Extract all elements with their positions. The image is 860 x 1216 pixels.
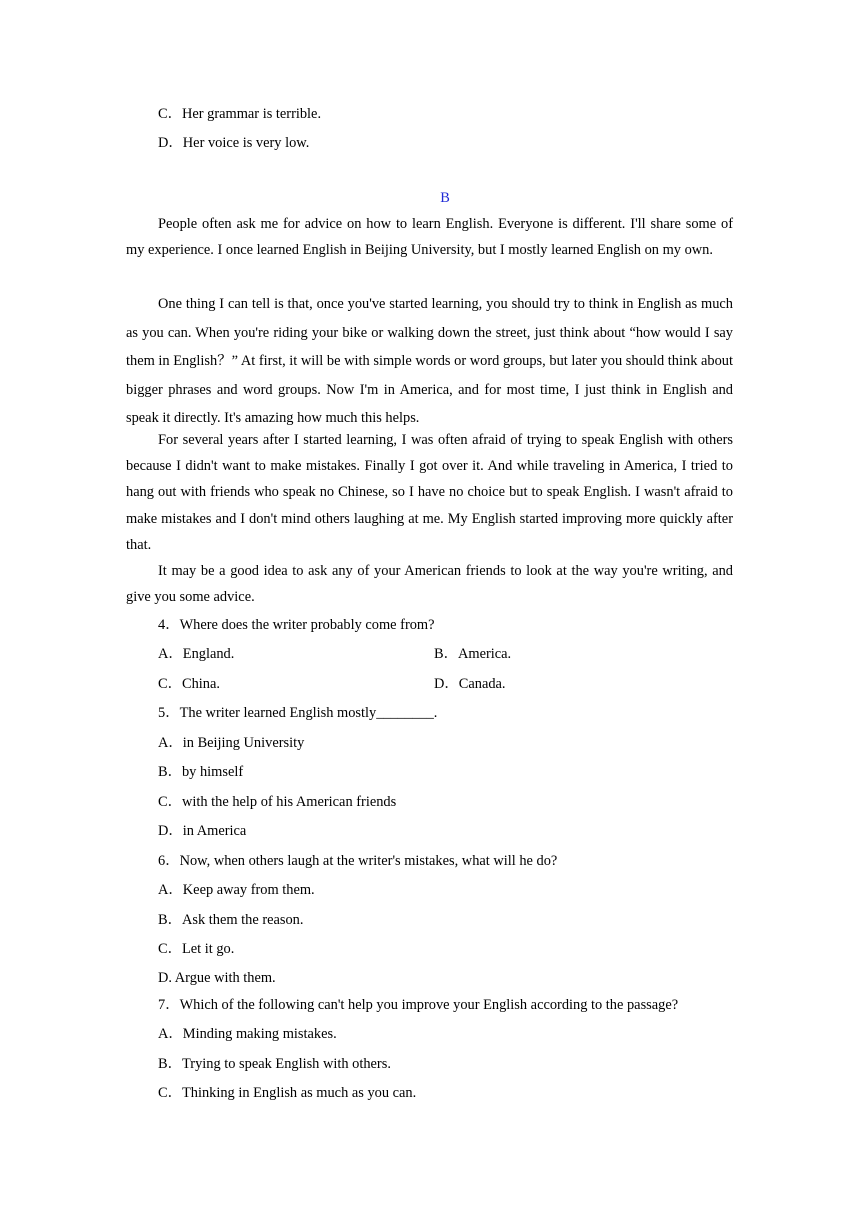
section-heading-b: B bbox=[440, 190, 450, 206]
question-6-stem: 6．Now, when others laugh at the writer's mistakes, what will he do? bbox=[158, 853, 558, 869]
question-4-option-b: B．America. bbox=[434, 646, 512, 662]
question-5-stem: 5．The writer learned English mostly________. bbox=[158, 705, 438, 721]
question-5-option-d: D．in America bbox=[158, 823, 247, 839]
passage-paragraph-3: For several years after I started learning, I was often afraid of trying to speak English with others because I didn't want to make mistakes. Finally I got over it. And while traveling in America, I tried to hang out with friends who speak no Chinese, so I have no choice but to speak English. I wasn't afraid to make mistakes and I don't mind others laughing at me. My English started improving more quickly after that. bbox=[126, 432, 733, 553]
passage-paragraph-4: It may be a good idea to ask any of your American friends to look at the way you're writing, and give you some advice. bbox=[126, 563, 733, 606]
question-7-option-a: A．Minding making mistakes. bbox=[158, 1026, 337, 1042]
question-5-option-a: A．in Beijing University bbox=[158, 735, 305, 751]
question-7-option-c: C．Thinking in English as much as you can. bbox=[158, 1085, 417, 1101]
question-5-option-c: C．with the help of his American friends bbox=[158, 794, 397, 810]
passage-paragraph-1: People often ask me for advice on how to learn English. Everyone is different. I'll share some of my experience. I once learned English in Beijing University, but I mostly learned English on my own. bbox=[126, 216, 733, 259]
prev-option-c: C．Her grammar is terrible. bbox=[158, 106, 322, 122]
question-6-option-a: A．Keep away from them. bbox=[158, 882, 315, 898]
question-7-stem: 7．Which of the following can't help you improve your English according to the passage? bbox=[158, 997, 679, 1013]
question-7-option-b: B．Trying to speak English with others. bbox=[158, 1056, 391, 1072]
question-4-option-c: C．China. bbox=[158, 676, 220, 692]
question-4-option-d: D．Canada. bbox=[434, 676, 506, 692]
question-6-option-d: D. Argue with them. bbox=[158, 970, 276, 986]
question-4-stem: 4．Where does the writer probably come from? bbox=[158, 617, 435, 633]
question-5-option-b: B．by himself bbox=[158, 764, 244, 780]
question-6-option-c: C．Let it go. bbox=[158, 941, 235, 957]
prev-option-d: D．Her voice is very low. bbox=[158, 135, 310, 151]
passage-paragraph-2: One thing I can tell is that, once you've started learning, you should try to think in English as much as you can. When you're riding your bike or walking down the street, just think about “how would I say them in English？” At first, it will be with simple words or word groups, but later you should think about bigger phrases and word groups. Now I'm in America, and for most time, I just think in English and speak it directly. It's amazing how much this helps. bbox=[126, 296, 733, 426]
question-6-option-b: B．Ask them the reason. bbox=[158, 912, 304, 928]
question-4-option-a: A．England. bbox=[158, 646, 235, 662]
